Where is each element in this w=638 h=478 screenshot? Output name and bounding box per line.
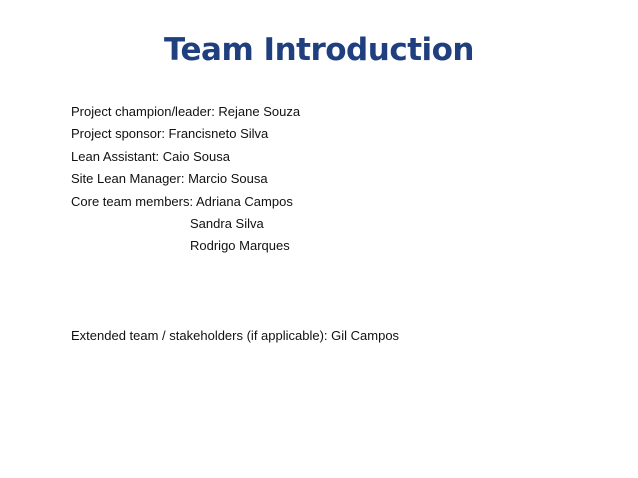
slide-title: Team Introduction: [163, 32, 475, 68]
site-lean-manager-line: Site Lean Manager: Marcio Sousa: [71, 171, 268, 186]
sponsor-line: Project sponsor: Francisneto Silva: [71, 126, 269, 141]
core-team-line: Core team members: Adriana Campos: [71, 194, 293, 209]
lean-assistant-line: Lean Assistant: Caio Sousa: [71, 149, 230, 164]
core-team-member-line: Rodrigo Marques: [190, 238, 290, 253]
extended-team-line: Extended team / stakeholders (if applicable): Gil Campos: [71, 328, 400, 343]
champion-line: Project champion/leader: Rejane Souza: [71, 104, 301, 119]
core-team-member-line: Sandra Silva: [190, 216, 264, 231]
